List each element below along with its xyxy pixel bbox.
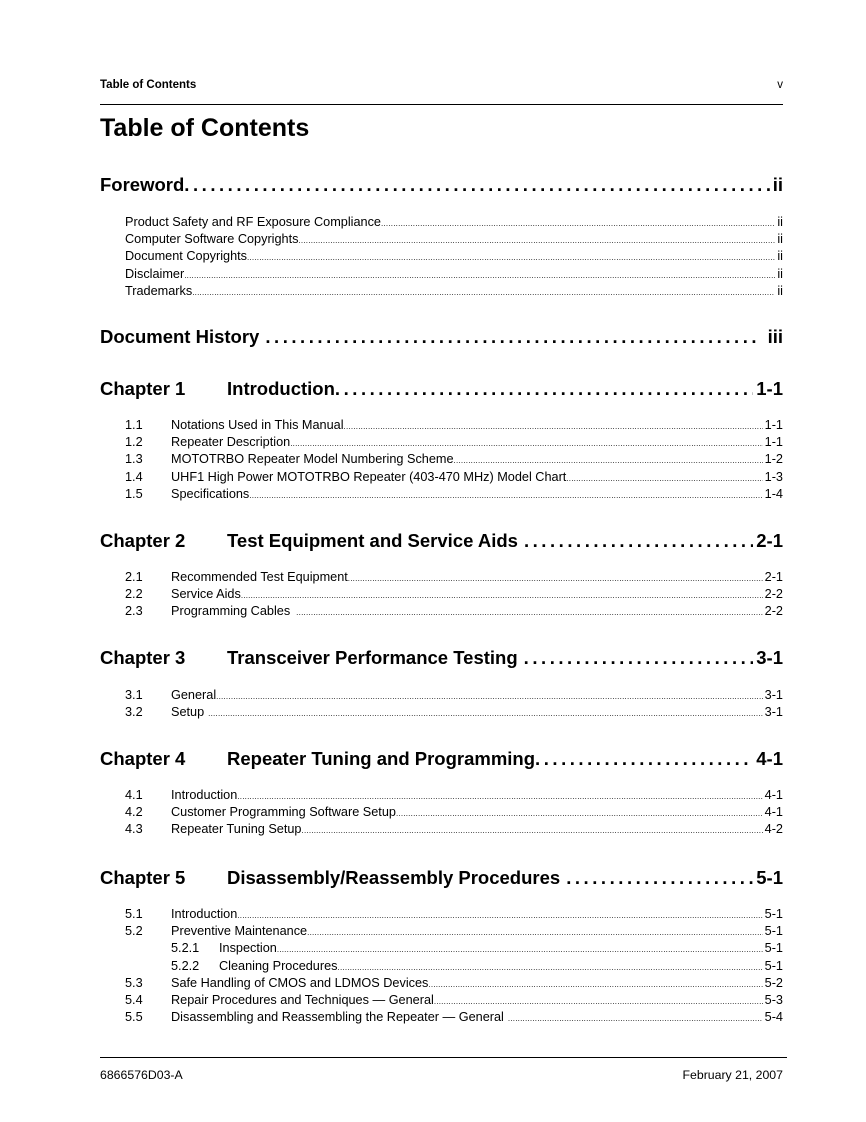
toc-entry-title: Cleaning Procedures	[219, 958, 338, 973]
toc-entry-title: Introduction	[171, 788, 238, 802]
toc-entry-title: Safe Handling of CMOS and LDMOS Devices	[171, 975, 429, 990]
chapter-title: Repeater Tuning and Programming	[227, 748, 536, 769]
toc-entry-number: 5.2.2	[171, 958, 200, 973]
dot-leader	[518, 530, 753, 552]
dot-leader	[504, 1009, 763, 1027]
toc-chapter-heading[interactable]	[100, 378, 783, 404]
toc-foreword	[100, 174, 783, 300]
dot-leader	[428, 975, 762, 993]
toc-history	[100, 326, 783, 352]
toc-entry-title: Disassembling and Reassembling the Repeater — General	[171, 1010, 504, 1025]
toc-chapter-heading[interactable]	[100, 647, 783, 673]
toc-chapter-heading[interactable]	[100, 530, 783, 556]
toc-entry-page: 2-2	[764, 587, 783, 602]
toc-entry-page: 2-1	[764, 570, 783, 584]
dot-leader	[381, 214, 775, 232]
toc-entry-page: 5-1	[764, 941, 783, 956]
toc-entry[interactable]	[100, 417, 783, 434]
chapter-label: Chapter 5	[100, 867, 186, 888]
dot-leader	[518, 647, 754, 669]
toc-entry-number: 5.4	[125, 992, 143, 1007]
toc-entry-title: Inspection	[219, 941, 277, 956]
toc-entry-page: ii	[777, 232, 783, 247]
toc-entry-page: ii	[777, 266, 783, 281]
toc-entry-title: Service Aids	[171, 587, 241, 602]
toc-heading-page: ii	[772, 174, 783, 195]
toc-entry[interactable]	[100, 451, 783, 468]
dot-leader	[237, 906, 762, 924]
toc-entry-title: Repeater Description	[171, 435, 291, 450]
chapter-page: 3-1	[756, 647, 783, 668]
toc-entry-page: 5-1	[764, 907, 783, 921]
toc-entry-page: 5-4	[764, 1010, 783, 1025]
toc-entry[interactable]	[100, 248, 783, 265]
footer-date: February 21, 2007	[682, 1068, 783, 1082]
toc-entry[interactable]	[100, 486, 783, 503]
toc-entry-title: Document Copyrights	[125, 249, 247, 264]
footer-divider	[100, 1057, 787, 1058]
toc-entry[interactable]	[100, 704, 783, 721]
dot-leader	[338, 958, 763, 976]
chapter-label: Chapter 1	[100, 378, 186, 399]
toc-entry-number: 4.3	[125, 822, 143, 837]
toc-entry-number: 3.1	[125, 688, 143, 702]
toc-entry[interactable]	[100, 469, 783, 486]
toc-entry-number: 4.2	[125, 805, 143, 820]
document-page	[100, 0, 783, 1122]
toc-entry-number: 5.1	[125, 907, 143, 921]
toc-entry-title: Customer Programming Software Setup	[171, 805, 396, 820]
page-title: Table of Contents	[100, 114, 310, 142]
header-divider	[100, 104, 783, 105]
toc-entry-page: 4-1	[764, 788, 783, 802]
toc-entry-title: Repeater Tuning Setup	[171, 822, 302, 837]
dot-leader	[396, 804, 763, 822]
dot-leader	[184, 266, 775, 284]
toc-chapter-3	[100, 647, 783, 721]
dot-leader	[298, 231, 775, 249]
toc-entry-page: 1-1	[764, 418, 783, 432]
chapter-page: 5-1	[756, 867, 783, 888]
chapter-title: Test Equipment and Service Aids	[227, 530, 518, 551]
toc-entry[interactable]	[100, 434, 783, 451]
toc-entry-title: Computer Software Copyrights	[125, 232, 299, 247]
toc-entry-page: ii	[777, 283, 783, 298]
toc-entry-number: 1.5	[125, 486, 143, 501]
toc-heading-foreword[interactable]	[100, 174, 783, 200]
dot-leader	[290, 434, 762, 452]
toc-chapter-heading[interactable]	[100, 748, 783, 774]
toc-entry[interactable]	[100, 992, 783, 1009]
toc-entry-title: Setup	[171, 705, 205, 720]
dot-leader	[566, 469, 762, 487]
toc-entry-title: MOTOTRBO Repeater Model Numbering Scheme	[171, 452, 454, 467]
toc-entry[interactable]	[100, 569, 783, 586]
toc-entry[interactable]	[100, 923, 783, 940]
toc-entry-number: 5.2	[125, 924, 143, 939]
toc-entry-number: 1.4	[125, 469, 143, 484]
toc-entry-number: 5.5	[125, 1010, 143, 1025]
page-header	[100, 79, 783, 95]
dot-leader	[241, 586, 763, 604]
toc-entry-page: 2-2	[764, 604, 783, 619]
toc-entry-number: 2.1	[125, 570, 143, 584]
toc-entry-page: 5-3	[764, 992, 783, 1007]
dot-leader	[454, 451, 763, 469]
dot-leader	[307, 923, 763, 941]
toc-entry-number: 1.2	[125, 435, 143, 450]
toc-entry-title: Programming Cables	[171, 604, 291, 619]
chapter-page: 4-1	[756, 748, 783, 769]
dot-leader	[348, 569, 763, 587]
dot-leader	[192, 283, 775, 301]
toc-entry-page: 3-1	[764, 688, 783, 702]
toc-entry[interactable]	[100, 231, 783, 248]
toc-entry-title: UHF1 High Power MOTOTRBO Repeater (403-470 MHz) Model Chart	[171, 469, 567, 484]
toc-entry[interactable]	[100, 266, 783, 283]
toc-entry-page: 1-1	[764, 435, 783, 450]
chapter-label: Chapter 3	[100, 647, 186, 668]
toc-entry[interactable]	[100, 283, 783, 300]
toc-entry-number: 2.2	[125, 587, 143, 602]
toc-entry-number: 5.3	[125, 975, 143, 990]
toc-heading-page: iii	[767, 326, 783, 347]
dot-leader	[216, 687, 763, 705]
chapter-title: Introduction	[227, 378, 335, 399]
toc-chapter-5	[100, 867, 783, 1026]
toc-entry[interactable]	[100, 787, 783, 804]
toc-entry-title: Repair Procedures and Techniques — General	[171, 992, 434, 1007]
toc-heading-title: Document History	[100, 326, 260, 347]
header-page-number: v	[777, 79, 783, 91]
dot-leader	[249, 486, 762, 504]
toc-heading-history[interactable]	[100, 326, 783, 352]
toc-chapter-2	[100, 530, 783, 621]
toc-entry-title: Recommended Test Equipment	[171, 570, 348, 584]
dot-leader	[237, 787, 762, 805]
chapter-title: Disassembly/Reassembly Procedures	[227, 867, 561, 888]
toc-entry[interactable]	[100, 1009, 783, 1026]
toc-entry-title: Disclaimer	[125, 266, 185, 281]
dot-leader	[335, 378, 753, 400]
toc-entry[interactable]	[100, 687, 783, 704]
toc-entry[interactable]	[100, 940, 783, 957]
toc-entry-title: General	[171, 688, 217, 702]
toc-entry[interactable]	[100, 586, 783, 603]
toc-entry[interactable]	[100, 603, 783, 620]
chapter-title: Transceiver Performance Testing	[227, 647, 518, 668]
toc-entry[interactable]	[100, 958, 783, 975]
dot-leader	[344, 417, 763, 435]
dot-leader	[302, 821, 763, 839]
footer-doc-number: 6866576D03-A	[100, 1068, 183, 1082]
toc-entry-page: ii	[777, 215, 783, 229]
toc-entry-page: ii	[777, 249, 783, 264]
dot-leader	[259, 326, 759, 348]
chapter-page: 1-1	[756, 378, 783, 399]
toc-entry-title: Introduction	[171, 907, 238, 921]
toc-entry-page: 4-2	[764, 822, 783, 837]
chapter-page: 2-1	[756, 530, 783, 551]
dot-leader	[560, 867, 753, 889]
toc-entry-number: 4.1	[125, 788, 143, 802]
toc-entry-title: Trademarks	[125, 283, 193, 298]
toc-entry-number: 5.2.1	[171, 941, 200, 956]
toc-entry-page: 1-4	[764, 486, 783, 501]
dot-leader	[277, 940, 763, 958]
dot-leader	[184, 174, 769, 196]
toc-heading-title: Foreword	[100, 174, 185, 195]
toc-entry[interactable]	[100, 804, 783, 821]
chapter-label: Chapter 2	[100, 530, 186, 551]
dot-leader	[204, 704, 763, 722]
toc-entry-page: 5-1	[764, 924, 783, 939]
toc-entry-title: Specifications	[171, 486, 250, 501]
toc-entry[interactable]	[100, 975, 783, 992]
toc-entry[interactable]	[100, 821, 783, 838]
toc-entry-number: 2.3	[125, 604, 143, 619]
toc-entry-title: Product Safety and RF Exposure Compliance	[125, 215, 381, 229]
header-section-title: Table of Contents	[100, 79, 197, 91]
toc-chapter-heading[interactable]	[100, 867, 783, 893]
toc-entry-page: 1-2	[764, 452, 783, 467]
toc-entry[interactable]	[100, 906, 783, 923]
toc-entry-number: 3.2	[125, 705, 143, 720]
dot-leader	[535, 748, 753, 770]
toc-entry-title: Preventive Maintenance	[171, 924, 308, 939]
toc-entry-number: 1.1	[125, 418, 143, 432]
toc-entry-title: Notations Used in This Manual	[171, 418, 344, 432]
toc-entry-page: 5-2	[764, 975, 783, 990]
toc-entry-number: 1.3	[125, 452, 143, 467]
toc-entry-page: 4-1	[764, 805, 783, 820]
toc-entry[interactable]	[100, 214, 783, 231]
toc-entry-page: 5-1	[764, 958, 783, 973]
dot-leader	[247, 248, 775, 266]
chapter-label: Chapter 4	[100, 748, 186, 769]
toc-entry-page: 1-3	[764, 469, 783, 484]
dot-leader	[290, 603, 762, 621]
toc-entry-page: 3-1	[764, 705, 783, 720]
dot-leader	[434, 992, 763, 1010]
toc-chapter-1	[100, 378, 783, 503]
toc-chapter-4	[100, 748, 783, 839]
